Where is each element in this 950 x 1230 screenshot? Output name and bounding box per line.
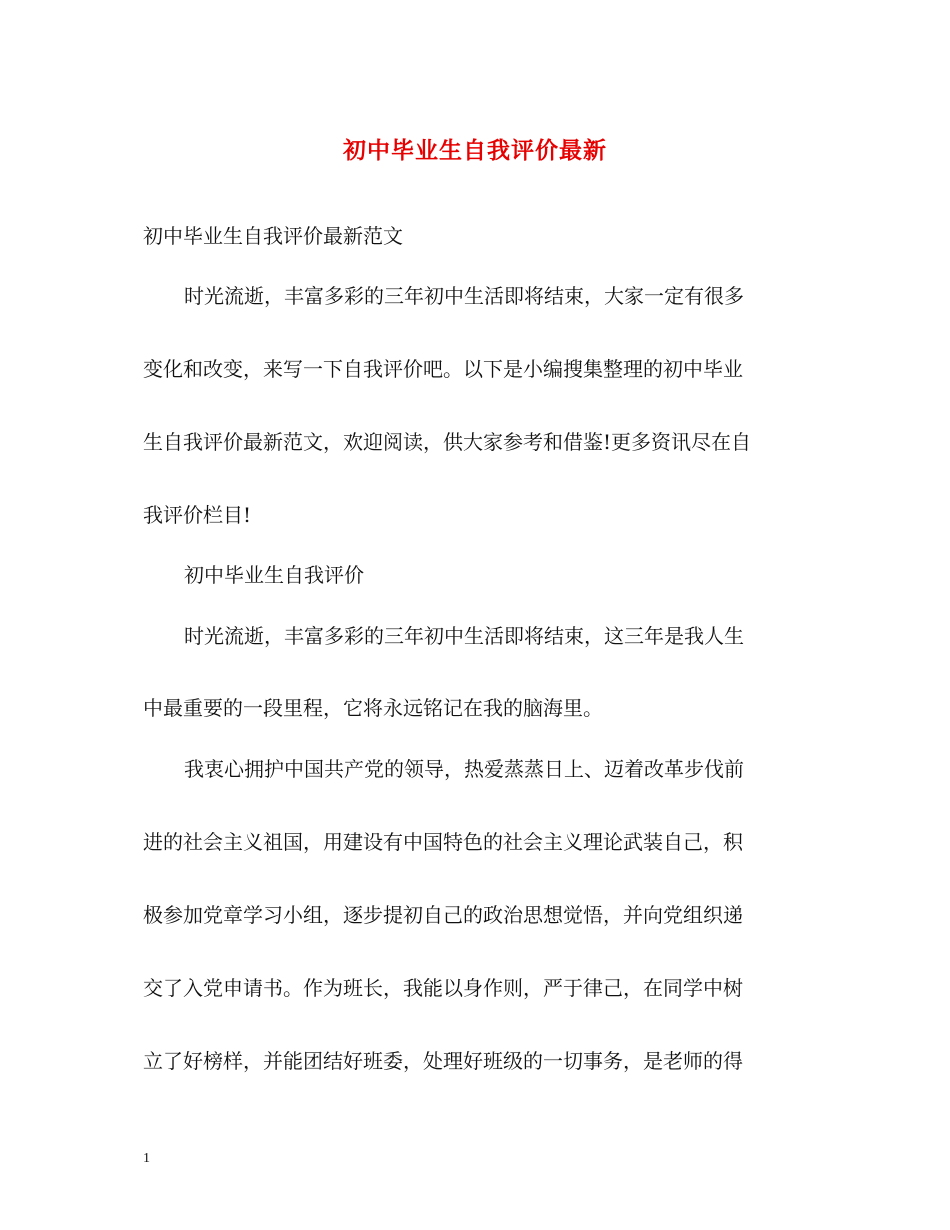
subtitle-line: 初中毕业生自我评价最新范文: [143, 224, 403, 248]
paragraph-line: 立了好榜样，并能团结好班委，处理好班级的一切事务，是老师的得: [143, 1049, 743, 1073]
paragraph-line: 中最重要的一段里程，它将永远铭记在我的脑海里。: [143, 696, 603, 720]
page-number: 1: [143, 1151, 150, 1166]
paragraph-line: 我评价栏目!: [143, 503, 252, 527]
paragraph-line: 时光流逝，丰富多彩的三年初中生活即将结束，大家一定有很多: [184, 284, 744, 308]
paragraph-line: 生自我评价最新范文，欢迎阅读，供大家参考和借鉴!更多资讯尽在自: [143, 430, 752, 454]
section-heading: 初中毕业生自我评价: [184, 563, 364, 587]
document-title: 初中毕业生自我评价最新: [343, 137, 607, 164]
paragraph-line: 极参加党章学习小组，逐步提初自己的政治思想觉悟，并向党组织递: [143, 903, 743, 927]
paragraph-line: 时光流逝，丰富多彩的三年初中生活即将结束，这三年是我人生: [184, 624, 744, 648]
paragraph-line: 我衷心拥护中国共产党的领导，热爱蒸蒸日上、迈着改革步伐前: [184, 757, 744, 781]
paragraph-line: 交了入党申请书。作为班长，我能以身作则，严于律己，在同学中树: [143, 976, 743, 1000]
paragraph-line: 变化和改变，来写一下自我评价吧。以下是小编搜集整理的初中毕业: [143, 357, 743, 381]
paragraph-line: 进的社会主义祖国，用建设有中国特色的社会主义理论武装自己，积: [143, 830, 743, 854]
